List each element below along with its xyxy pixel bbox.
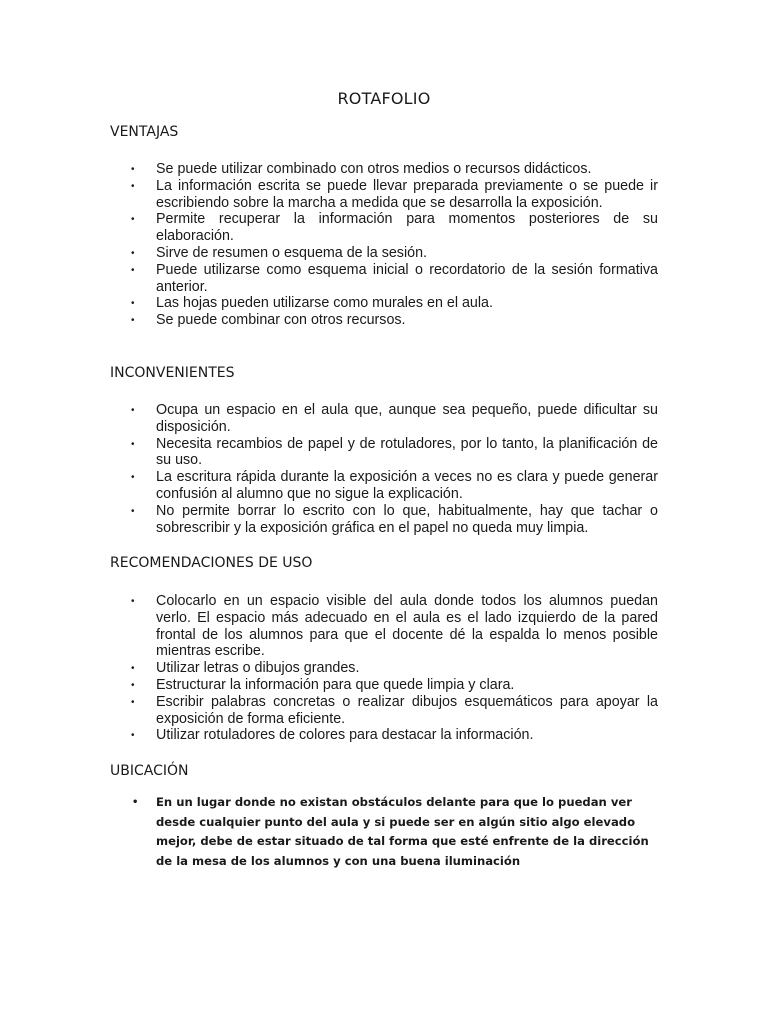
bullet-icon: • <box>131 505 135 517</box>
bullet-icon: • <box>131 264 135 276</box>
bullet-icon: • <box>131 247 135 259</box>
bullet-icon: • <box>131 438 135 450</box>
list-item: • Puede utilizarse como esquema inicial o recordatorio de la sesión formativa anterior. <box>131 261 658 295</box>
section-heading-inconvenientes: INCONVENIENTES <box>110 365 235 381</box>
bullet-icon: • <box>131 214 135 226</box>
list-inconvenientes <box>0 402 768 536</box>
list-item: • Colocarlo en un espacio visible del aula donde todos los alumnos puedan verlo. El espacio más adecuado en el aula es el lado izquierdo de la pared frontal de los alumnos para que el docente dé la espalda lo menos posible mientras escribe. <box>131 593 658 660</box>
list-item: • Estructurar la información para que quede limpia y clara. <box>131 676 515 693</box>
bullet-icon: • <box>131 696 135 708</box>
list-item: • Ocupa un espacio en el aula que, aunque sea pequeño, puede dificultar su disposición. <box>131 402 658 435</box>
bullet-icon: • <box>131 164 135 175</box>
list-item: • Se puede utilizar combinado con otros medios o recursos didácticos. <box>131 161 592 177</box>
section-heading-ubicacion: UBICACIÓN <box>110 763 189 779</box>
list-item: • Utilizar letras o dibujos grandes. <box>131 660 360 677</box>
section-heading-recomendaciones: RECOMENDACIONES DE USO <box>110 555 313 571</box>
list-recomendaciones <box>0 593 768 744</box>
list-item: • Se puede combinar con otros recursos. <box>131 312 406 329</box>
list-ubicacion <box>0 793 768 871</box>
list-item: • La información escrita se puede llevar preparada previamente o se puede ir escribiendo sobre la marcha a medida que se desarrolla la exposición. <box>131 177 658 211</box>
list-item: • En un lugar donde no existan obstáculos delante para que lo puedan ver desde cualquier punto del aula y si puede ser en algún sitio algo elevado mejor, debe de estar situado de tal forma que esté enfrente de la dirección de la mesa de los alumnos y con una buena iluminación <box>132 795 649 868</box>
list-item: • Sirve de resumen o esquema de la sesión. <box>131 244 427 261</box>
list-item: • Utilizar rotuladores de colores para destacar la información. <box>131 727 534 744</box>
bullet-icon: • <box>131 663 135 675</box>
section-heading-ventajas: VENTAJAS <box>110 124 179 140</box>
bullet-icon: • <box>131 679 135 691</box>
bullet-icon: • <box>131 472 135 484</box>
list-item: • No permite borrar lo escrito con lo que, habitualmente, hay que tachar o sobrescribir y la exposición gráfica en el papel no queda muy limpia. <box>131 502 658 536</box>
list-item: • Las hojas pueden utilizarse como murales en el aula. <box>131 295 493 312</box>
list-item: • Permite recuperar la información para momentos posteriores de su elaboración. <box>131 211 658 245</box>
list-item: • La escritura rápida durante la exposición a veces no es clara y puede generar confusión al alumno que no sigue la explicación. <box>131 469 658 502</box>
bullet-icon: • <box>131 405 135 416</box>
bullet-icon: • <box>131 315 135 327</box>
bullet-icon: • <box>131 180 135 192</box>
bullet-icon: • <box>132 797 139 808</box>
list-item: • Escribir palabras concretas o realizar dibujos esquemáticos para apoyar la exposición de forma eficiente. <box>131 693 658 727</box>
page-title: ROTAFOLIO <box>337 89 431 108</box>
list-ventajas <box>0 161 768 329</box>
bullet-icon: • <box>131 298 135 310</box>
bullet-icon: • <box>131 596 135 607</box>
bullet-icon: • <box>131 730 135 742</box>
list-item: • Necesita recambios de papel y de rotuladores, por lo tanto, la planificación de su uso. <box>131 435 658 469</box>
